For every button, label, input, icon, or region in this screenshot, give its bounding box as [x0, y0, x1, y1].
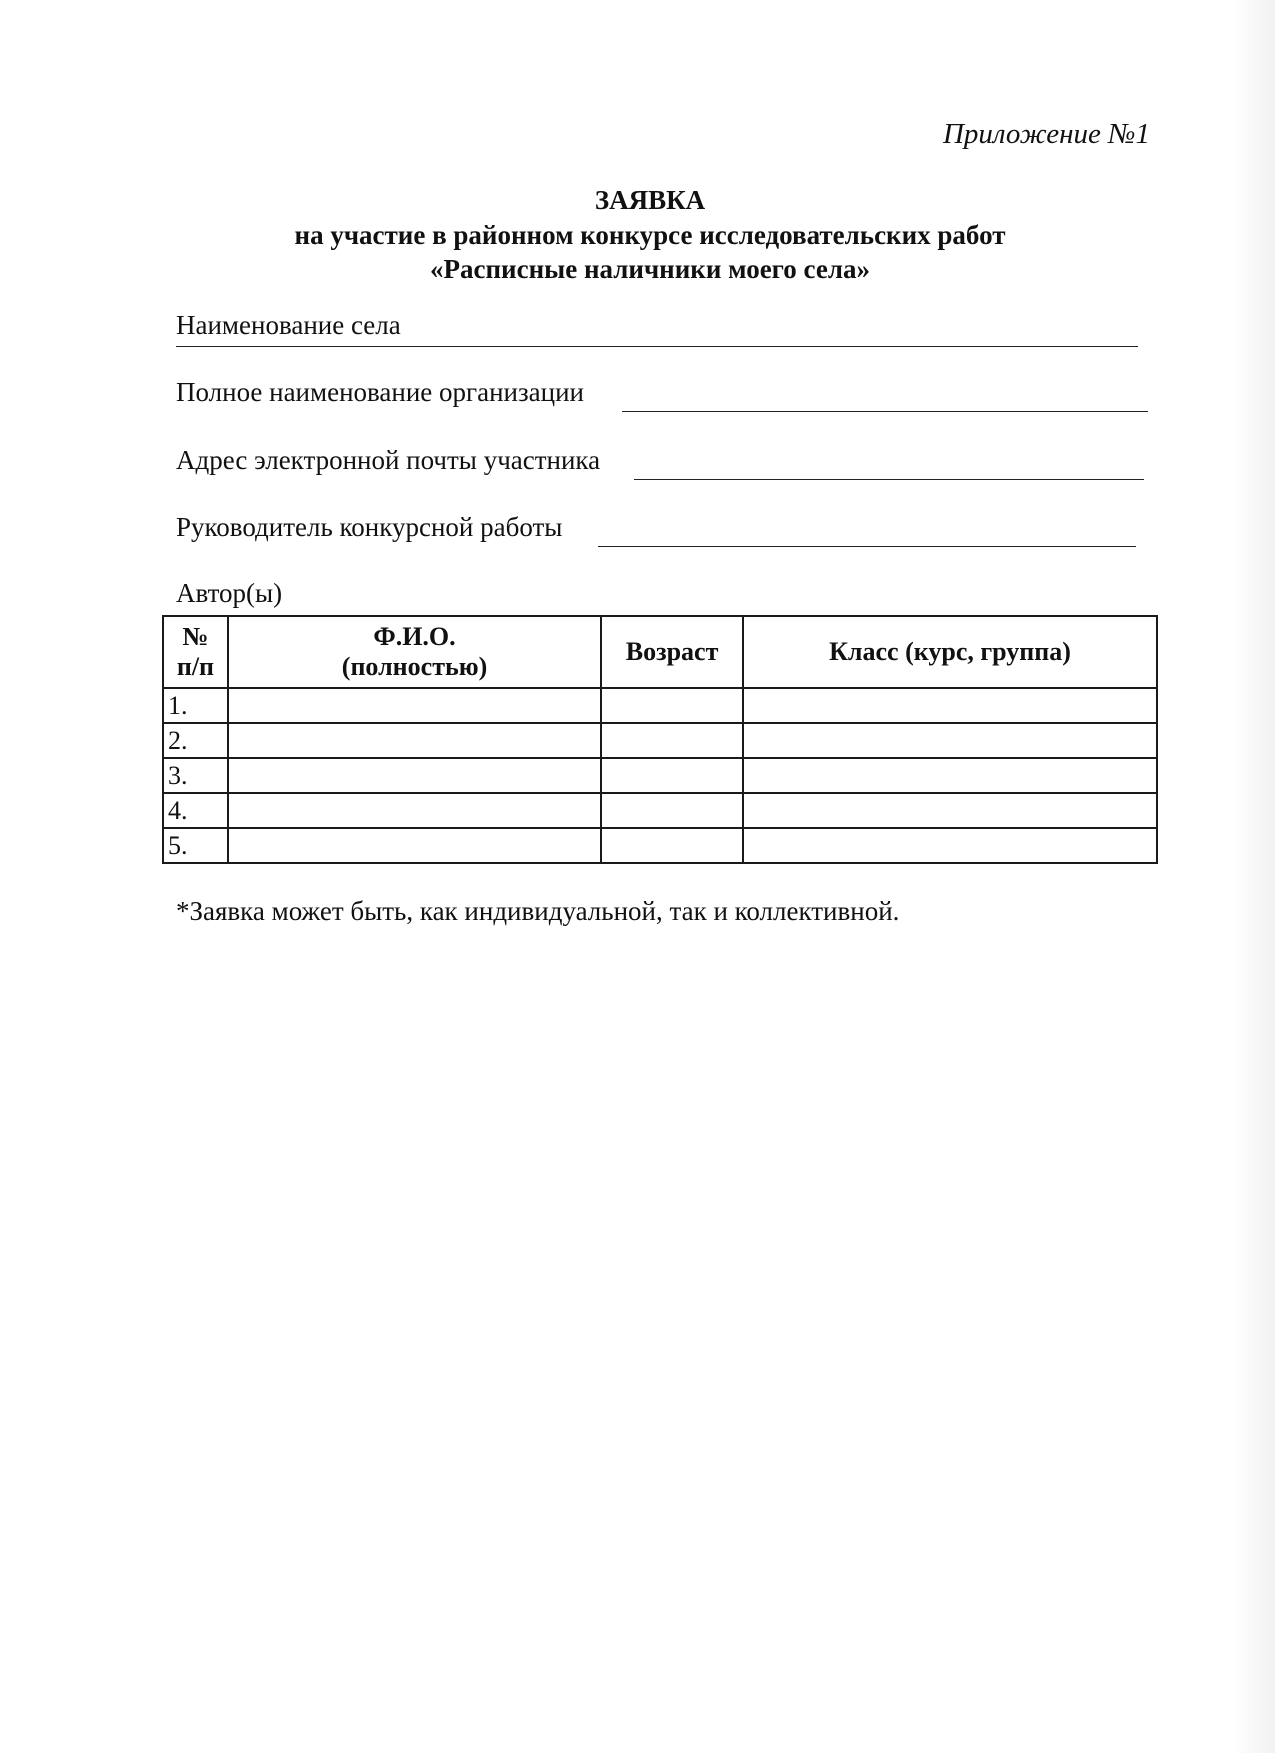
class-input[interactable]: [748, 829, 1152, 862]
fio-input[interactable]: [233, 794, 596, 827]
supervisor-input[interactable]: [598, 516, 1136, 546]
class-input[interactable]: [748, 794, 1152, 827]
document-subtitle-line2: «Расписные наличники моего села»: [430, 254, 870, 284]
field-input-organization[interactable]: [622, 411, 1148, 412]
village-input[interactable]: [176, 316, 1138, 346]
field-input-supervisor[interactable]: [598, 546, 1136, 547]
column-header-fio-line2: (полностью): [341, 652, 488, 681]
age-cell[interactable]: [601, 793, 743, 828]
class-cell[interactable]: [743, 828, 1157, 863]
table-row: [163, 688, 1157, 723]
authors-label: Автор(ы): [176, 578, 283, 608]
age-cell[interactable]: [601, 723, 743, 758]
fio-input[interactable]: [233, 724, 596, 757]
document-title-block: [0, 182, 1275, 286]
column-header-class: [743, 616, 1157, 688]
fio-input[interactable]: [233, 759, 596, 792]
document-title: ЗАЯВКА: [594, 185, 706, 215]
table-row: [163, 828, 1157, 863]
table-row: [163, 793, 1157, 828]
row-number: 1.: [163, 688, 228, 723]
age-cell[interactable]: [601, 828, 743, 863]
class-cell[interactable]: [743, 723, 1157, 758]
fio-cell[interactable]: [228, 828, 601, 863]
appendix-label: Приложение №1: [942, 118, 1150, 150]
fio-input[interactable]: [233, 829, 596, 862]
age-cell[interactable]: [601, 758, 743, 793]
fio-cell[interactable]: [228, 758, 601, 793]
field-label-organization: Полное наименование организации: [176, 377, 584, 407]
organization-input[interactable]: [622, 381, 1148, 411]
column-header-age-label: Возраст: [625, 637, 719, 666]
field-input-email[interactable]: [634, 479, 1144, 480]
fio-cell[interactable]: [228, 688, 601, 723]
footnote: *Заявка может быть, как индивидуальной, так и коллективной.: [176, 896, 900, 926]
email-input[interactable]: [634, 449, 1144, 479]
table-row: [163, 723, 1157, 758]
field-input-village[interactable]: [176, 346, 1138, 347]
class-cell[interactable]: [743, 688, 1157, 723]
row-number: 5.: [163, 828, 228, 863]
class-input[interactable]: [748, 689, 1152, 722]
column-header-class-label: Класс (курс, группа): [829, 637, 1071, 666]
column-header-fio-line1: Ф.И.О.: [373, 622, 456, 651]
column-header-fio: [228, 616, 601, 688]
column-header-number-line1: №: [182, 622, 209, 651]
column-header-number: [163, 616, 228, 688]
row-number: 3.: [163, 758, 228, 793]
row-number: 2.: [163, 723, 228, 758]
column-header-age: [601, 616, 743, 688]
age-input[interactable]: [606, 689, 738, 722]
class-cell[interactable]: [743, 793, 1157, 828]
age-input[interactable]: [606, 759, 738, 792]
age-input[interactable]: [606, 724, 738, 757]
class-input[interactable]: [748, 759, 1152, 792]
authors-table: [162, 615, 1158, 864]
authors-table-header: [163, 616, 1157, 688]
column-header-number-line2: п/п: [176, 652, 215, 681]
field-label-supervisor: Руководитель конкурсной работы: [176, 512, 563, 542]
field-label-village: Наименование села: [176, 310, 401, 340]
fio-cell[interactable]: [228, 723, 601, 758]
table-row: [163, 758, 1157, 793]
age-cell[interactable]: [601, 688, 743, 723]
class-cell[interactable]: [743, 758, 1157, 793]
age-input[interactable]: [606, 794, 738, 827]
field-label-email: Адрес электронной почты участника: [176, 445, 601, 475]
fio-cell[interactable]: [228, 793, 601, 828]
fio-input[interactable]: [233, 689, 596, 722]
row-number: 4.: [163, 793, 228, 828]
document-subtitle-line1: на участие в районном конкурсе исследовательских работ: [294, 220, 1006, 250]
age-input[interactable]: [606, 829, 738, 862]
class-input[interactable]: [748, 724, 1152, 757]
